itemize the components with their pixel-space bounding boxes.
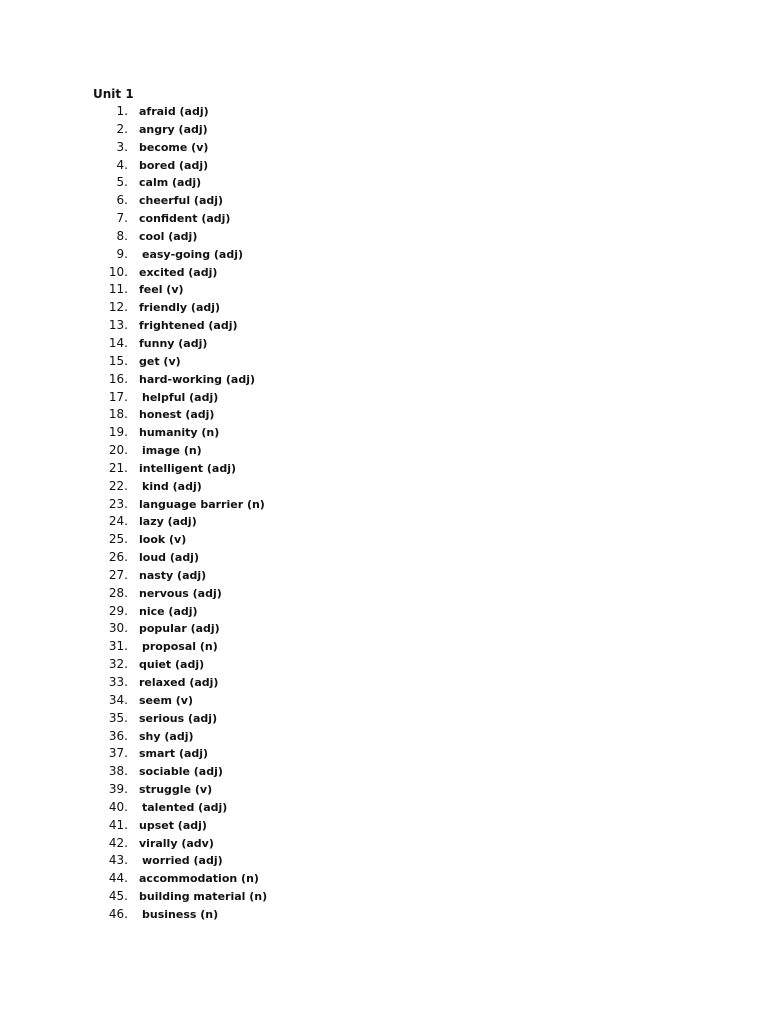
item-term: proposal (n) — [142, 640, 218, 654]
item-number: 34. — [108, 692, 128, 707]
item-number: 16. — [108, 371, 128, 386]
item-number: 14. — [108, 335, 128, 350]
item-number: 42. — [108, 835, 128, 850]
item-number: 2. — [116, 121, 128, 136]
item-number: 5. — [116, 175, 128, 190]
item-number: 23. — [108, 496, 128, 511]
item-number: 27. — [108, 567, 128, 582]
item-term: nervous (adj) — [139, 586, 222, 600]
item-number: 37. — [108, 746, 128, 761]
item-term: afraid (adj) — [139, 105, 209, 118]
item-number: 7. — [116, 211, 128, 226]
item-term: quiet (adj) — [139, 658, 205, 672]
item-number: 9. — [116, 246, 128, 261]
item-term: business (n) — [142, 907, 219, 921]
unit-heading: Unit 1 — [93, 87, 134, 101]
item-number: 33. — [108, 675, 128, 689]
item-term: look (v) — [139, 533, 187, 547]
item-term: intelligent (adj) — [139, 461, 237, 475]
item-number: 40. — [108, 799, 128, 814]
item-term: angry (adj) — [139, 122, 208, 136]
item-term: honest (adj) — [139, 408, 215, 422]
item-term: talented (adj) — [142, 800, 228, 814]
item-term: nasty (adj) — [139, 568, 207, 582]
item-number: 28. — [108, 585, 128, 600]
item-number: 17. — [108, 389, 128, 404]
item-number: 29. — [108, 603, 128, 618]
item-number: 45. — [108, 889, 128, 904]
item-term: bored (adj) — [139, 158, 209, 172]
item-number: 25. — [108, 532, 128, 547]
item-number: 38. — [108, 764, 128, 779]
item-term: struggle (v) — [139, 783, 213, 797]
item-term: nice (adj) — [139, 604, 198, 618]
item-number: 12. — [108, 300, 128, 315]
item-term: worried (adj) — [142, 854, 223, 868]
item-term: feel (v) — [139, 283, 184, 297]
item-number: 18. — [108, 407, 128, 422]
item-term: accommodation (n) — [139, 872, 259, 886]
item-number: 15. — [108, 353, 128, 368]
item-number: 46. — [108, 906, 128, 921]
item-number: 26. — [108, 550, 128, 565]
item-term: calm (adj) — [139, 176, 202, 190]
item-term: shy (adj) — [139, 729, 194, 743]
item-term: upset (adj) — [139, 818, 207, 832]
item-term: lazy (adj) — [139, 515, 197, 529]
item-term: seem (v) — [139, 693, 193, 707]
item-term: friendly (adj) — [139, 301, 221, 315]
item-number: 1. — [116, 104, 128, 118]
item-number: 36. — [108, 728, 128, 743]
item-number: 3. — [116, 139, 128, 154]
item-number: 24. — [108, 514, 128, 529]
item-term: image (n) — [142, 444, 202, 458]
item-term: excited (adj) — [139, 265, 218, 279]
item-term: sociable (adj) — [139, 765, 223, 779]
item-number: 6. — [116, 193, 128, 208]
item-term: building material (n) — [139, 890, 268, 904]
item-term: confident (adj) — [139, 212, 231, 226]
item-number: 19. — [108, 425, 128, 440]
item-term: smart (adj) — [139, 747, 209, 761]
item-number: 30. — [108, 621, 128, 636]
item-term: cheerful (adj) — [139, 194, 224, 208]
item-number: 43. — [108, 853, 128, 868]
item-number: 44. — [108, 871, 128, 886]
item-term: loud (adj) — [139, 551, 199, 565]
item-term: virally (adv) — [139, 836, 214, 850]
item-term: frightened (adj) — [139, 319, 238, 333]
item-term: serious (adj) — [139, 711, 218, 725]
item-term: cool (adj) — [139, 229, 198, 243]
item-term: language barrier (n) — [139, 497, 265, 511]
item-number: 11. — [108, 282, 128, 297]
item-number: 20. — [108, 443, 128, 458]
item-number: 10. — [108, 264, 128, 279]
item-term: helpful (adj) — [142, 390, 219, 404]
item-term: popular (adj) — [139, 622, 220, 636]
item-number: 35. — [108, 710, 128, 725]
item-number: 13. — [108, 318, 128, 333]
item-term: hard-working (adj) — [139, 372, 256, 386]
item-number: 41. — [108, 817, 128, 832]
item-term: funny (adj) — [139, 336, 208, 350]
item-number: 31. — [108, 639, 128, 654]
item-term: become (v) — [139, 140, 209, 154]
item-term: get (v) — [139, 354, 181, 368]
item-number: 32. — [108, 657, 128, 672]
item-number: 39. — [108, 782, 128, 797]
item-number: 8. — [116, 228, 128, 243]
item-term: relaxed (adj) — [139, 676, 219, 689]
item-term: humanity (n) — [139, 426, 220, 440]
item-term: kind (adj) — [142, 479, 202, 493]
item-term: easy-going (adj) — [142, 247, 244, 261]
item-number: 21. — [108, 460, 128, 475]
item-number: 4. — [116, 157, 128, 172]
item-number: 22. — [108, 478, 128, 493]
